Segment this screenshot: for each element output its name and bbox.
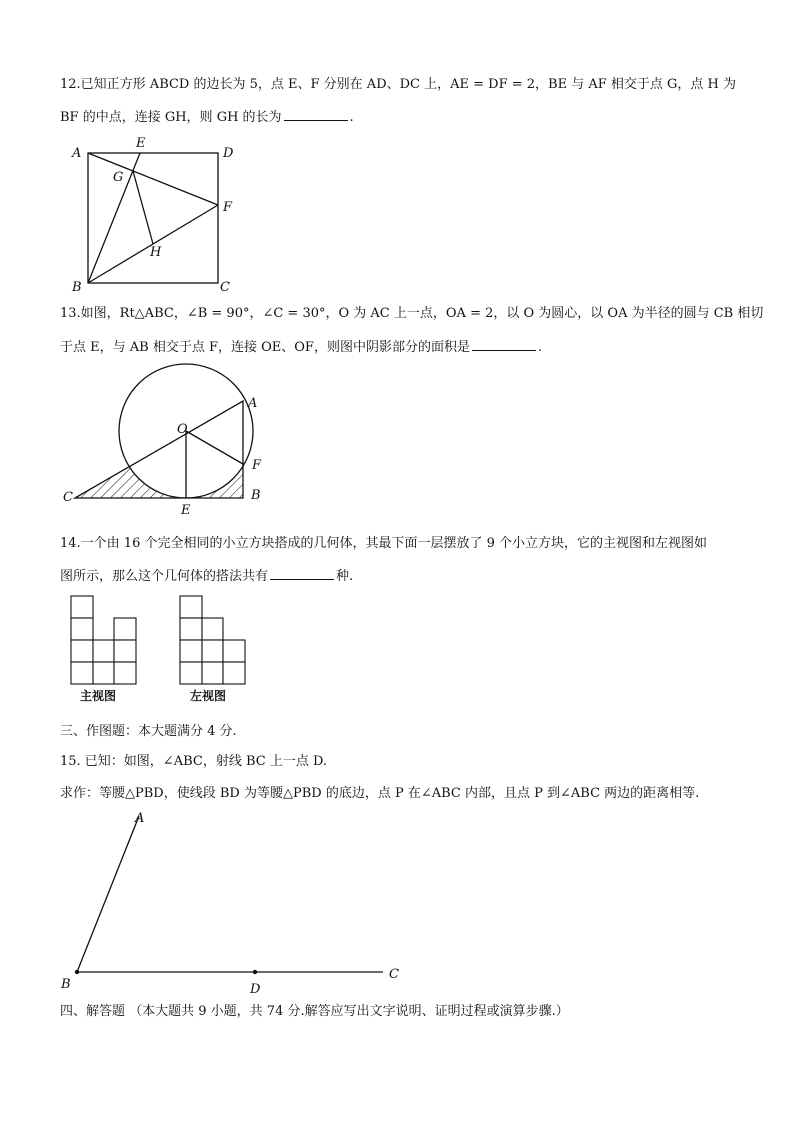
q15-angle-figure bbox=[55, 808, 415, 998]
q13-label-o: O bbox=[177, 422, 188, 437]
answer-blank-13[interactable] bbox=[472, 338, 536, 351]
q15-label-b: B bbox=[61, 977, 71, 992]
section3-title: 三、作图题：本大题满分 4 分. bbox=[60, 724, 237, 739]
q12-label-c: C bbox=[220, 280, 230, 295]
q15-label-a: A bbox=[135, 811, 145, 826]
point-b bbox=[75, 970, 79, 974]
q12-label-f: F bbox=[223, 200, 233, 215]
answer-blank-14[interactable] bbox=[270, 567, 334, 580]
front-view-label: 主视图 bbox=[80, 689, 117, 703]
q13-label-c: C bbox=[63, 490, 73, 505]
q12-line1: 12.已知正方形 ABCD 的边长为 5，点 E、F 分别在 AD、DC 上，AE = DF = 2，BE 与 AF 相交于点 G，点 H 为 bbox=[60, 77, 736, 92]
q14-line2-text: 图所示，那么这个几何体的搭法共有 bbox=[60, 569, 269, 584]
q15-line1: 15. 已知：如图，∠ABC，射线 BC 上一点 D. bbox=[60, 754, 328, 769]
q12-line2-end: . bbox=[349, 110, 354, 125]
q13-circle-figure bbox=[55, 365, 285, 520]
q13-line1: 13.如图，Rt△ABC，∠B = 90°，∠C = 30°，O 为 AC 上一点，OA = 2，以 O 为圆心，以 OA 为半径的圆与 CB 相切 bbox=[60, 306, 764, 321]
q12-line2-text: BF 的中点，连接 GH，则 GH 的长为 bbox=[60, 110, 282, 125]
q12-line2 bbox=[60, 108, 354, 126]
q13-line2-end: . bbox=[537, 340, 543, 355]
q14-line1: 14.一个由 16 个完全相同的小立方块搭成的几何体，其最下面一层摆放了 9 个小立方块，它的主视图和左视图如 bbox=[60, 536, 708, 551]
front-view bbox=[71, 596, 136, 684]
q14-views-figure bbox=[65, 592, 265, 707]
segment-gh bbox=[133, 171, 153, 244]
q13-line2-text: 于点 E，与 AB 相交于点 F，连接 OE、OF，则图中阴影部分的面积是 bbox=[60, 340, 470, 355]
q13-label-b: B bbox=[251, 488, 261, 503]
segment-af bbox=[88, 153, 218, 205]
q15-label-d: D bbox=[250, 982, 261, 997]
answer-blank-12[interactable] bbox=[284, 108, 348, 121]
left-view-label: 左视图 bbox=[190, 689, 227, 703]
q14-line2 bbox=[60, 567, 353, 585]
q12-square-figure bbox=[60, 135, 234, 295]
square-abcd bbox=[88, 153, 218, 283]
section4-title: 四、解答题 （本大题共 9 小题，共 74 分.解答应写出文字说明、证明过程或演算步骤.） bbox=[60, 1004, 569, 1019]
q13-label-f: F bbox=[252, 458, 262, 473]
q12-label-h: H bbox=[150, 245, 162, 260]
q12-label-a: A bbox=[72, 146, 82, 161]
q15-line2: 求作：等腰△PBD，使线段 BD 为等腰△PBD 的底边，点 P 在∠ABC 内部，且点 P 到∠ABC 两边的距离相等. bbox=[60, 786, 700, 801]
q12-label-d: D bbox=[223, 146, 234, 161]
q12-label-e: E bbox=[136, 136, 146, 151]
ray-ba bbox=[77, 816, 139, 972]
q14-line2-end: 种. bbox=[336, 569, 354, 584]
left-view bbox=[180, 596, 245, 684]
point-d bbox=[253, 970, 257, 974]
q13-line2 bbox=[60, 338, 542, 356]
q12-label-b: B bbox=[72, 280, 82, 295]
q12-label-g: G bbox=[113, 170, 124, 185]
q15-label-c: C bbox=[389, 967, 399, 982]
q13-label-a: A bbox=[248, 396, 258, 411]
q13-label-e: E bbox=[181, 503, 191, 518]
